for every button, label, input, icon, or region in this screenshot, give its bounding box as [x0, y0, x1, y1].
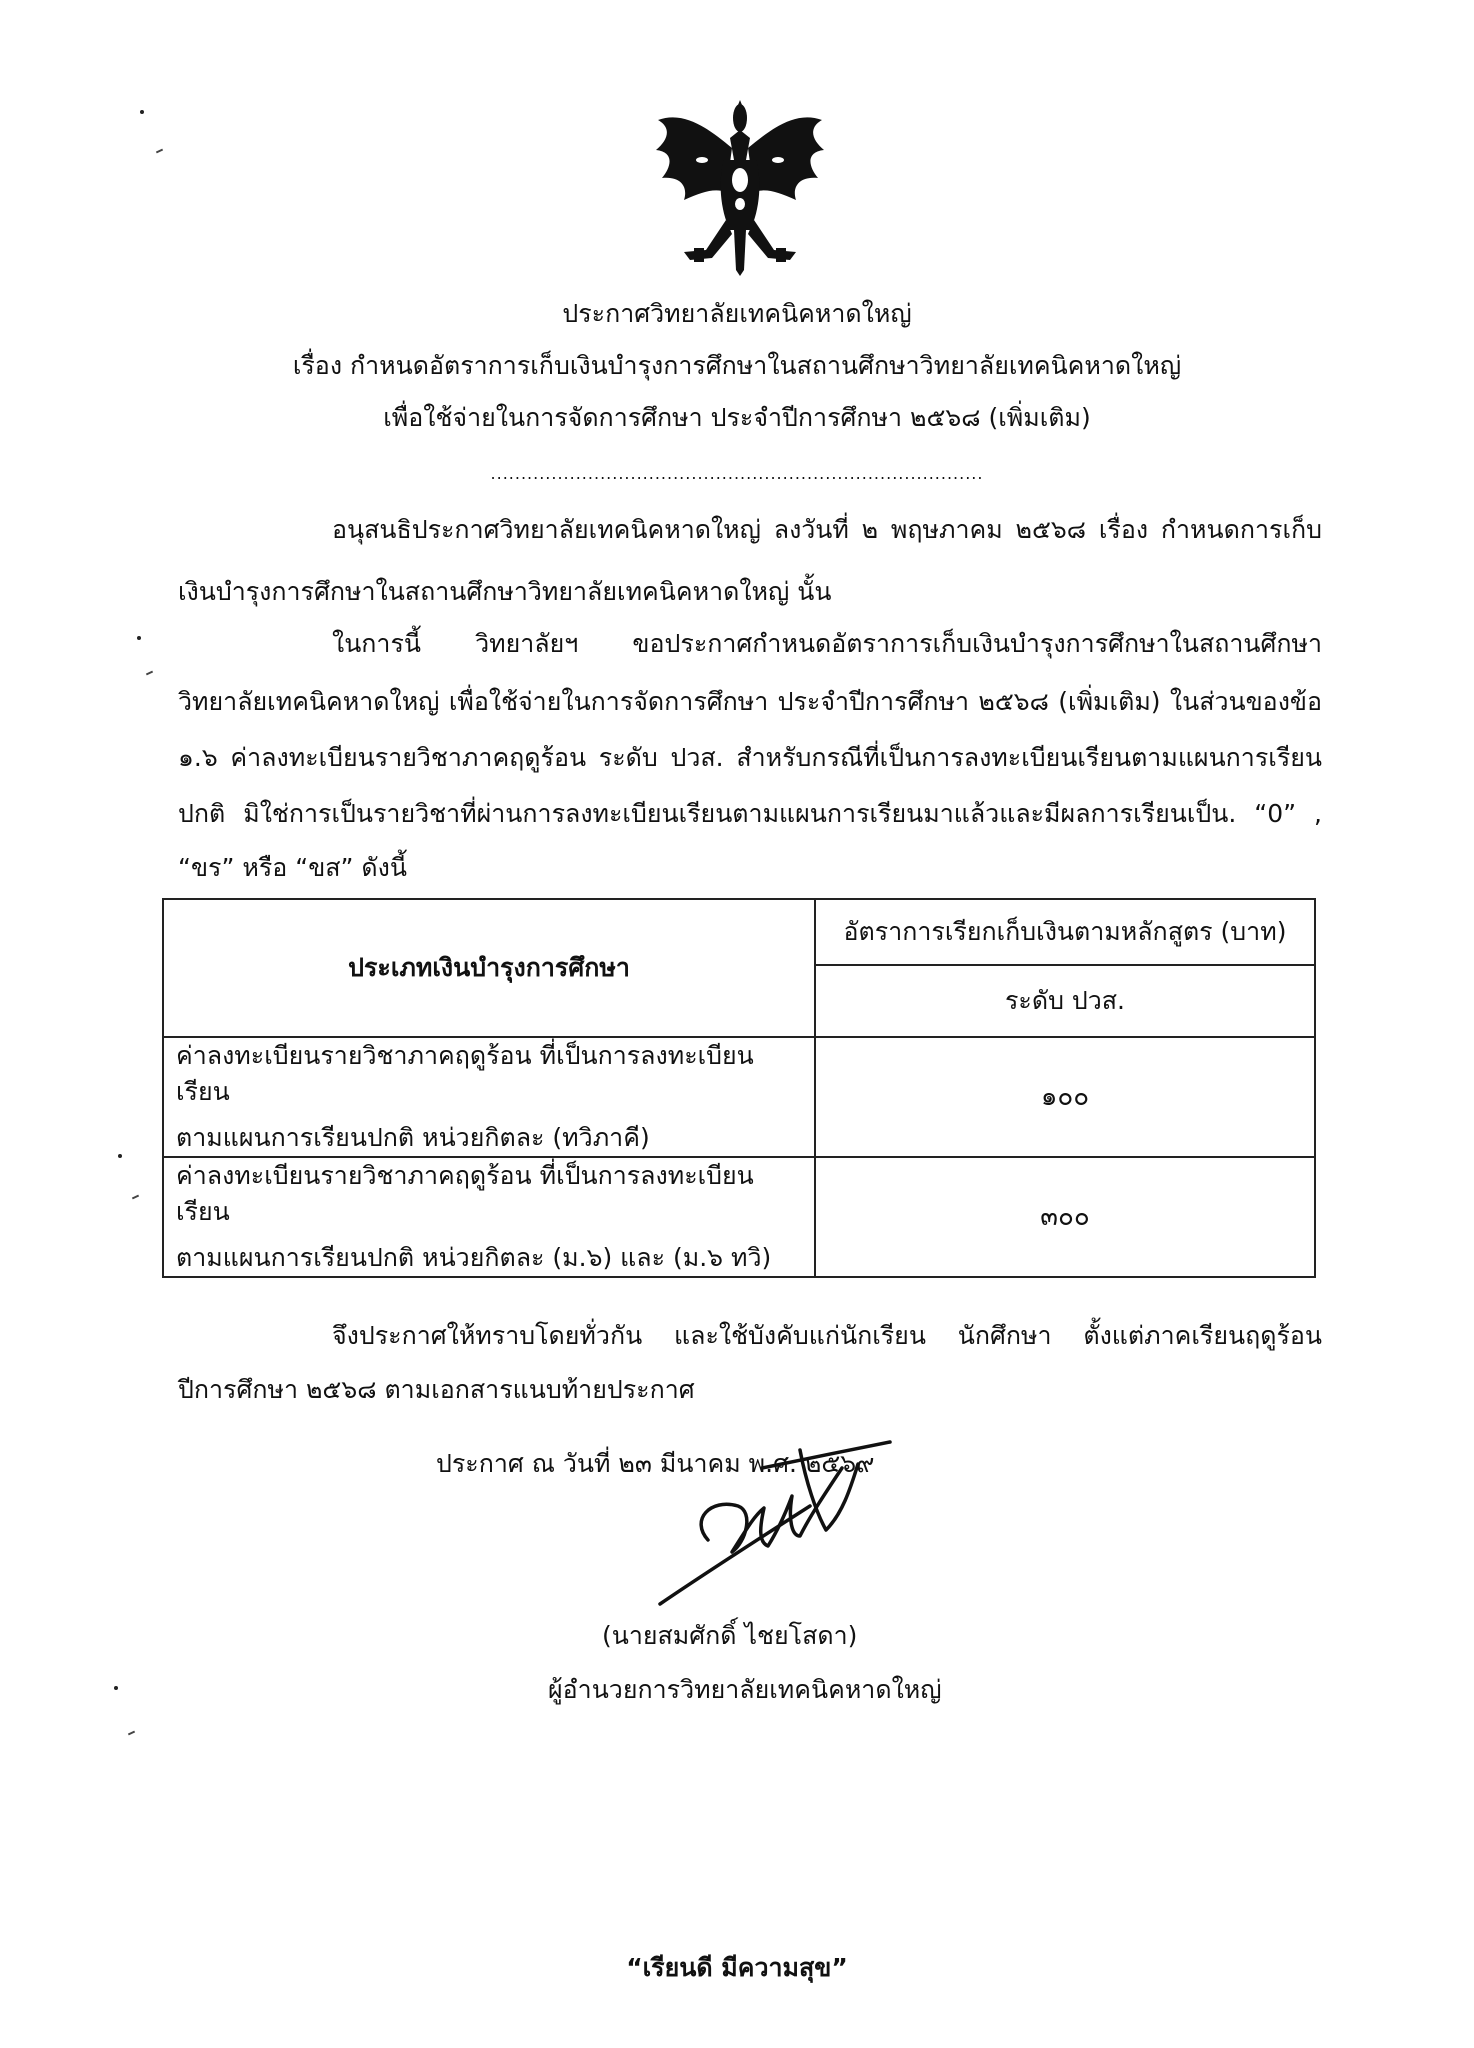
- fee-table: [162, 898, 1316, 1278]
- signer-title: ผู้อำนวยการวิทยาลัยเทคนิคหาดใหญ่: [548, 1675, 942, 1704]
- table-header-row: [163, 899, 1315, 965]
- fee-amount-cell: ๓๐๐: [815, 1157, 1315, 1277]
- table-row: [163, 1157, 1315, 1277]
- scan-mark: [114, 1686, 118, 1690]
- scan-mark: [128, 1731, 135, 1736]
- header-separator: .................................................................................: [490, 464, 984, 483]
- announcement-subject: เรื่อง กำหนดอัตราการเก็บเงินบำรุงการศึกษาในสถานศึกษาวิทยาลัยเทคนิคหาดใหญ่: [292, 351, 1182, 380]
- paragraph-3-line-1: จึงประกาศให้ทราบโดยทั่วกัน และใช้บังคับแก่นักเรียน นักศึกษา ตั้งแต่ภาคเรียนฤดูร้อน: [332, 1321, 1322, 1350]
- scan-mark: [118, 1154, 122, 1158]
- fee-description-cell: [163, 1037, 815, 1157]
- fee-description-line: ค่าลงทะเบียนรายวิชาภาคฤดูร้อน ที่เป็นการลงทะเบียนเรียน: [176, 1041, 754, 1106]
- paragraph-1-line-2: เงินบำรุงการศึกษาในสถานศึกษาวิทยาลัยเทคนิคหาดใหญ่ นั้น: [178, 577, 832, 606]
- scan-mark: [140, 110, 144, 114]
- paragraph-2-line-5: “ขร” หรือ “ขส” ดังนี้: [178, 853, 407, 882]
- fee-description-line: ตามแผนการเรียนปกติ หน่วยกิตละ (ทวิภาคี): [176, 1123, 650, 1152]
- fee-description-line: ค่าลงทะเบียนรายวิชาภาคฤดูร้อน ที่เป็นการลงทะเบียนเรียน: [176, 1161, 754, 1226]
- table-row: [163, 1037, 1315, 1157]
- signer-name: (นายสมศักดิ์ ไชยโสดา): [602, 1621, 858, 1650]
- fee-description-cell: [163, 1157, 815, 1277]
- paragraph-2-line-2: วิทยาลัยเทคนิคหาดใหญ่ เพื่อใช้จ่ายในการจัดการศึกษา ประจำปีการศึกษา ๒๕๖๘ (เพิ่มเติม) ในส่วนของข้อ: [178, 687, 1322, 716]
- column-header-fee-type: ประเภทเงินบำรุงการศึกษา: [163, 899, 815, 1037]
- scan-mark: [132, 1195, 139, 1200]
- paragraph-2-line-3: ๑.๖ ค่าลงทะเบียนรายวิชาภาคฤดูร้อน ระดับ ปวส. สำหรับกรณีที่เป็นการลงทะเบียนเรียนตามแผนการเรียน: [178, 743, 1322, 772]
- announcement-org: ประกาศวิทยาลัยเทคนิคหาดใหญ่: [562, 299, 912, 328]
- signature-graphic: [650, 1420, 910, 1620]
- paragraph-3-line-2: ปีการศึกษา ๒๕๖๘ ตามเอกสารแนบท้ายประกาศ: [178, 1375, 695, 1404]
- announcement-subject-continued: เพื่อใช้จ่ายในการจัดการศึกษา ประจำปีการศึกษา ๒๕๖๘ (เพิ่มเติม): [383, 403, 1091, 432]
- scan-mark: [137, 636, 141, 640]
- column-header-level: ระดับ ปวส.: [815, 965, 1315, 1037]
- scan-mark: [146, 671, 153, 676]
- fee-description-line: ตามแผนการเรียนปกติ หน่วยกิตละ (ม.๖) และ (ม.๖ ทวิ): [176, 1243, 772, 1272]
- motto: “เรียนดี มีความสุข”: [626, 1953, 848, 1982]
- scan-mark: [156, 149, 163, 154]
- fee-amount-cell: ๑๐๐: [815, 1037, 1315, 1157]
- paragraph-2-line-4: ปกติ มิใช่การเป็นรายวิชาที่ผ่านการลงทะเบียนเรียนตามแผนการเรียนมาแล้วและมีผลการเรียนเป็น. “0” ,: [178, 799, 1322, 828]
- column-header-rate: อัตราการเรียกเก็บเงินตามหลักสูตร (บาท): [815, 899, 1315, 965]
- announcement-date: ประกาศ ณ วันที่ ๒๓ มีนาคม พ.ศ. ๒๕๖๙: [436, 1449, 875, 1478]
- garuda-emblem: [650, 100, 830, 280]
- paragraph-2-line-1: ในการนี้ วิทยาลัยฯ ขอประกาศกำหนดอัตราการเก็บเงินบำรุงการศึกษาในสถานศึกษา: [332, 629, 1322, 658]
- paragraph-1-line-1: อนุสนธิประกาศวิทยาลัยเทคนิคหาดใหญ่ ลงวันที่ ๒ พฤษภาคม ๒๕๖๘ เรื่อง กำหนดการเก็บ: [332, 515, 1322, 544]
